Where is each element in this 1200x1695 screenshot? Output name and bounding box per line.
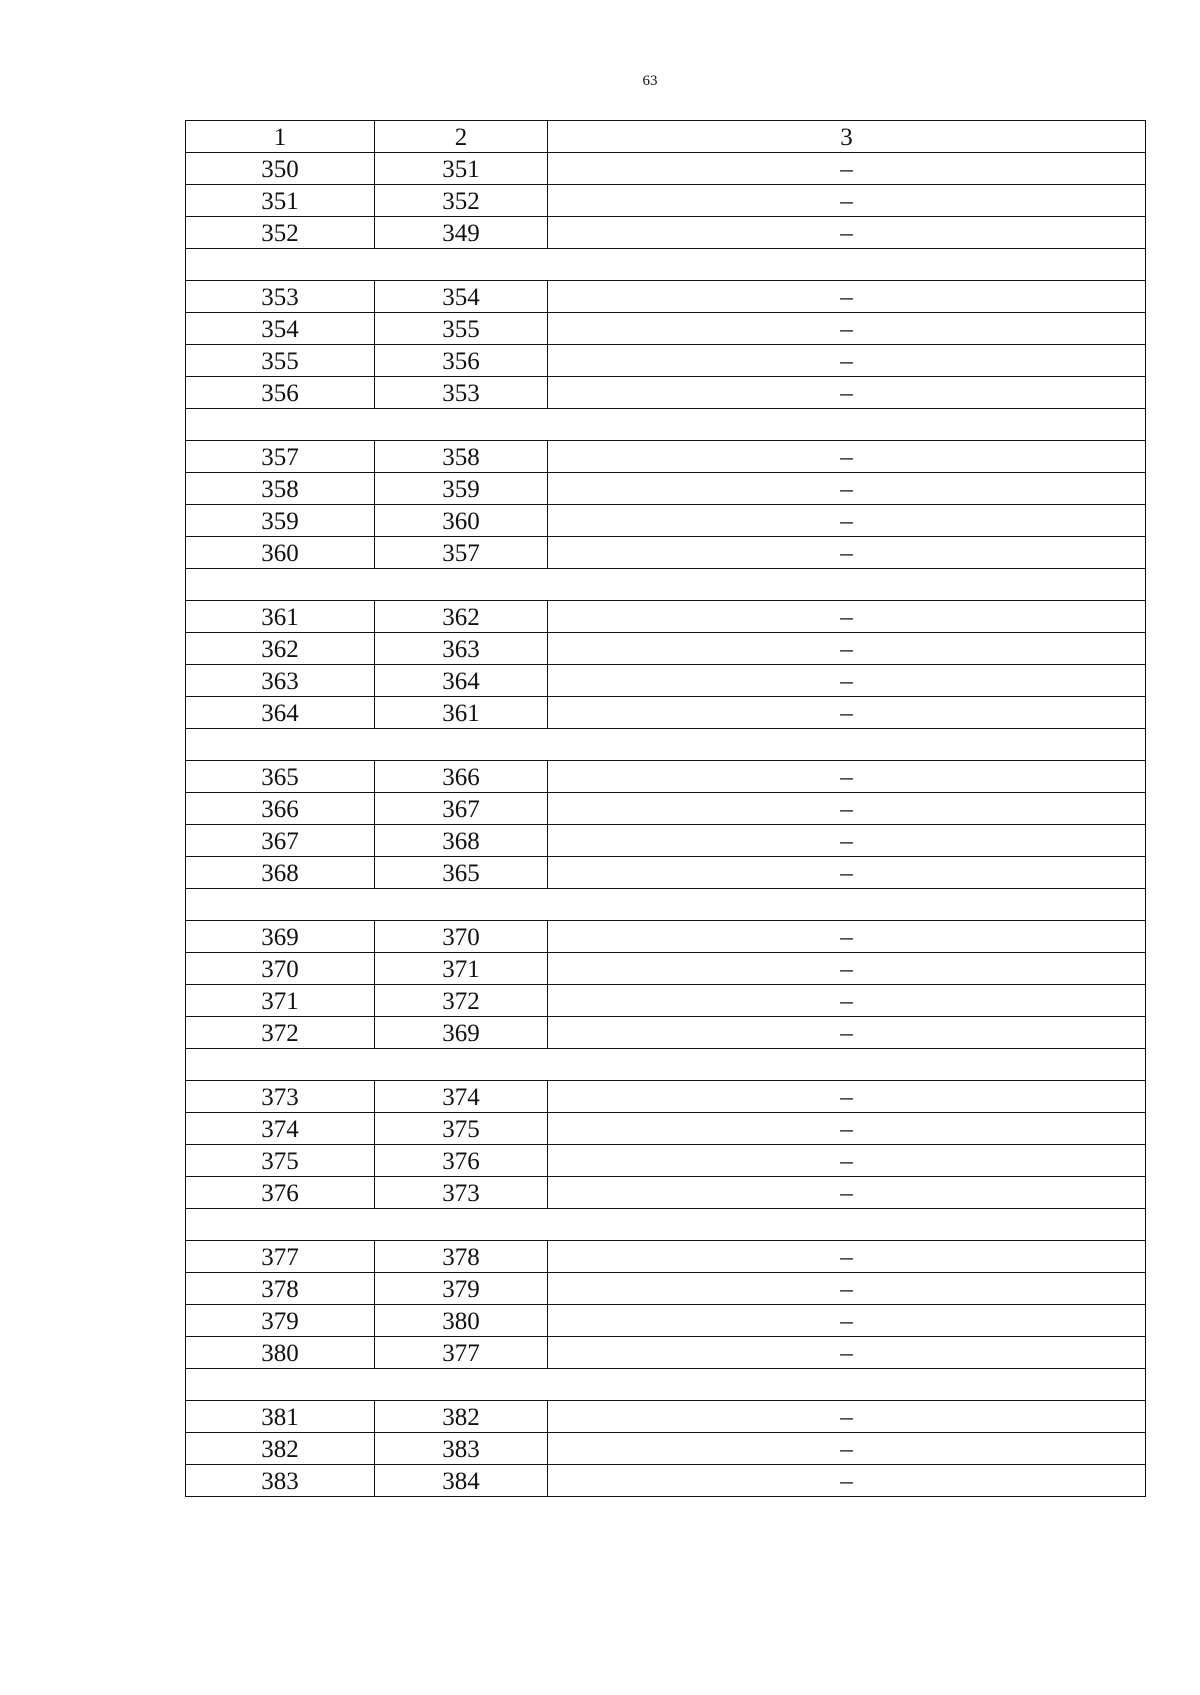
table-cell-col-3: – [548,473,1146,505]
header-cell-3: 3 [548,121,1146,153]
table-row [186,793,1146,825]
table-row [186,921,1146,953]
table-cell-col-1: 374 [186,1113,375,1145]
table-row [186,313,1146,345]
table-cell-col-1: 358 [186,473,375,505]
table-cell-col-2: 382 [375,1401,548,1433]
table-cell-col-2: 372 [375,985,548,1017]
table-cell-col-1: 353 [186,281,375,313]
table-cell-col-1: 361 [186,601,375,633]
table-row [186,953,1146,985]
table-cell-col-2: 361 [375,697,548,729]
table-cell-col-3: – [548,153,1146,185]
table-cell-col-2: 364 [375,665,548,697]
table-cell-col-1: 382 [186,1433,375,1465]
table-cell-col-3: – [548,1401,1146,1433]
table-cell-col-1: 372 [186,1017,375,1049]
table-cell-col-2: 349 [375,217,548,249]
table-cell-col-3: – [548,1081,1146,1113]
table-cell-col-2: 370 [375,921,548,953]
table-cell-col-2: 359 [375,473,548,505]
table-cell-col-3: – [548,1241,1146,1273]
page-number: 63 [642,73,658,89]
table-cell-col-2: 356 [375,345,548,377]
table-cell-col-1: 360 [186,537,375,569]
table-cell-col-2: 358 [375,441,548,473]
table-cell-col-3: – [548,953,1146,985]
group-separator-cell [186,1369,1146,1401]
group-separator-row [186,729,1146,761]
table-cell-col-3: – [548,1177,1146,1209]
table-cell-col-3: – [548,761,1146,793]
table-cell-col-1: 380 [186,1337,375,1369]
group-separator-row [186,569,1146,601]
table-row [186,665,1146,697]
table-cell-col-2: 380 [375,1305,548,1337]
table-cell-col-1: 351 [186,185,375,217]
data-table [185,120,1146,1497]
table-row [186,505,1146,537]
table-row [186,601,1146,633]
table-cell-col-3: – [548,601,1146,633]
table-cell-col-2: 362 [375,601,548,633]
table-cell-col-3: – [548,697,1146,729]
table-cell-col-2: 384 [375,1465,548,1497]
table-cell-col-3: – [548,1017,1146,1049]
table-cell-col-3: – [548,537,1146,569]
table-row [186,1177,1146,1209]
table-cell-col-2: 373 [375,1177,548,1209]
table-cell-col-3: – [548,1465,1146,1497]
table-cell-col-2: 351 [375,153,548,185]
table-cell-col-1: 375 [186,1145,375,1177]
group-separator-cell [186,249,1146,281]
table-cell-col-1: 383 [186,1465,375,1497]
table-cell-col-1: 350 [186,153,375,185]
table-cell-col-2: 368 [375,825,548,857]
table-cell-col-1: 356 [186,377,375,409]
table-row [186,1145,1146,1177]
table-cell-col-1: 359 [186,505,375,537]
table-cell-col-3: – [548,857,1146,889]
table-cell-col-1: 365 [186,761,375,793]
table-cell-col-1: 357 [186,441,375,473]
table-cell-col-2: 357 [375,537,548,569]
table-row [186,1465,1146,1497]
group-separator-row [186,1049,1146,1081]
table-cell-col-1: 377 [186,1241,375,1273]
table-row [186,761,1146,793]
table-row [186,1305,1146,1337]
group-separator-cell [186,889,1146,921]
table-row [186,697,1146,729]
table-row [186,537,1146,569]
table-cell-col-2: 383 [375,1433,548,1465]
table-row [186,377,1146,409]
table-cell-col-3: – [548,921,1146,953]
table-cell-col-2: 378 [375,1241,548,1273]
group-separator-cell [186,729,1146,761]
table-cell-col-3: – [548,185,1146,217]
table-cell-col-3: – [548,825,1146,857]
table-cell-col-3: – [548,1433,1146,1465]
table-cell-col-2: 367 [375,793,548,825]
table-cell-col-2: 379 [375,1273,548,1305]
table-cell-col-2: 355 [375,313,548,345]
table-row [186,825,1146,857]
table-cell-col-3: – [548,1113,1146,1145]
table-cell-col-1: 352 [186,217,375,249]
table-cell-col-1: 370 [186,953,375,985]
table-row [186,1241,1146,1273]
table-header-row [186,121,1146,153]
table-cell-col-3: – [548,1273,1146,1305]
table-row [186,633,1146,665]
table-cell-col-1: 376 [186,1177,375,1209]
table-cell-col-1: 355 [186,345,375,377]
table-cell-col-1: 369 [186,921,375,953]
table-cell-col-3: – [548,1337,1146,1369]
group-separator-cell [186,1209,1146,1241]
table-row [186,473,1146,505]
table-cell-col-3: – [548,1145,1146,1177]
table-cell-col-1: 379 [186,1305,375,1337]
group-separator-cell [186,1049,1146,1081]
header-cell-2: 2 [375,121,548,153]
table-cell-col-1: 364 [186,697,375,729]
table-cell-col-1: 366 [186,793,375,825]
table-cell-col-2: 363 [375,633,548,665]
table-cell-col-3: – [548,345,1146,377]
table-row [186,185,1146,217]
table-cell-col-2: 366 [375,761,548,793]
table-cell-col-3: – [548,313,1146,345]
table-cell-col-2: 365 [375,857,548,889]
table-cell-col-2: 352 [375,185,548,217]
table-cell-col-2: 374 [375,1081,548,1113]
table-cell-col-2: 377 [375,1337,548,1369]
table-cell-col-3: – [548,665,1146,697]
group-separator-cell [186,569,1146,601]
table-cell-col-3: – [548,217,1146,249]
table-cell-col-1: 362 [186,633,375,665]
table-cell-col-3: – [548,441,1146,473]
table-row [186,281,1146,313]
group-separator-row [186,1209,1146,1241]
group-separator-row [186,249,1146,281]
group-separator-row [186,889,1146,921]
table-cell-col-3: – [548,377,1146,409]
table-row [186,345,1146,377]
table-cell-col-1: 368 [186,857,375,889]
table-cell-col-3: – [548,793,1146,825]
table-cell-col-3: – [548,985,1146,1017]
group-separator-row [186,1369,1146,1401]
table-cell-col-2: 371 [375,953,548,985]
table-cell-col-1: 363 [186,665,375,697]
table-cell-col-1: 381 [186,1401,375,1433]
table-cell-col-3: – [548,633,1146,665]
table-cell-col-2: 353 [375,377,548,409]
table-row [186,1337,1146,1369]
table-row [186,1113,1146,1145]
table-body [186,121,1146,1497]
table-row [186,1433,1146,1465]
table-row [186,1401,1146,1433]
table-row [186,441,1146,473]
table-cell-col-2: 375 [375,1113,548,1145]
table-cell-col-2: 369 [375,1017,548,1049]
table-cell-col-3: – [548,505,1146,537]
table-row [186,985,1146,1017]
table-cell-col-1: 378 [186,1273,375,1305]
table-cell-col-1: 373 [186,1081,375,1113]
header-cell-1: 1 [186,121,375,153]
table-cell-col-3: – [548,1305,1146,1337]
table-cell-col-2: 360 [375,505,548,537]
table-cell-col-2: 354 [375,281,548,313]
group-separator-row [186,409,1146,441]
table-cell-col-1: 367 [186,825,375,857]
table-cell-col-1: 354 [186,313,375,345]
group-separator-cell [186,409,1146,441]
table-cell-col-1: 371 [186,985,375,1017]
table-row [186,217,1146,249]
table-cell-col-3: – [548,281,1146,313]
table-row [186,1273,1146,1305]
table-row [186,1017,1146,1049]
table-row [186,857,1146,889]
table-row [186,1081,1146,1113]
table-row [186,153,1146,185]
table-cell-col-2: 376 [375,1145,548,1177]
